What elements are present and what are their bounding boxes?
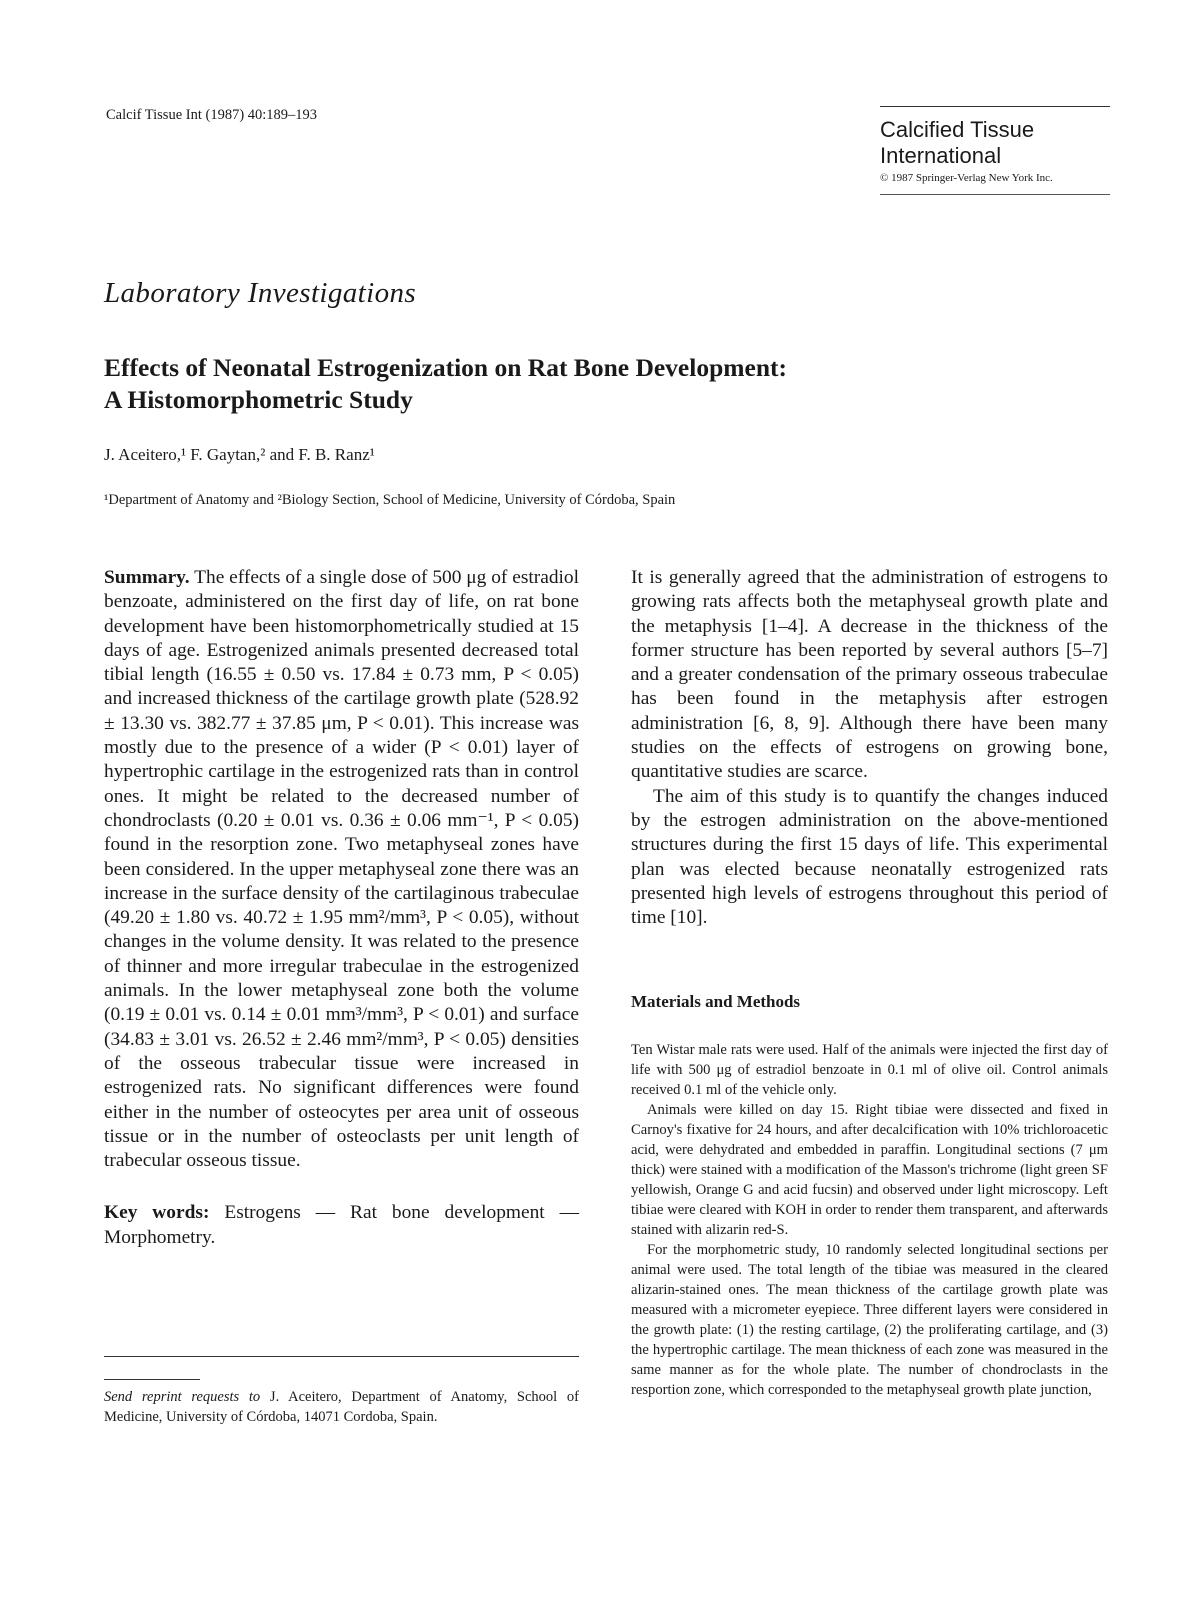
section-label: Laboratory Investigations <box>104 277 417 309</box>
journal-masthead <box>880 106 1110 195</box>
paper-title <box>104 352 1104 416</box>
methods-paragraph-1: Ten Wistar male rats were used. Half of the animals were injected the first day of life with 500 μg of estradiol benzoate in 0.1 ml of olive oil. Control animals received 0.1 ml of the vehicle only. <box>631 1042 1108 1098</box>
masthead-rule-bottom <box>880 194 1110 195</box>
masthead-rule-top <box>880 106 1110 107</box>
methods-heading: Materials and Methods <box>631 992 801 1011</box>
journal-name-line2: International <box>880 143 1002 168</box>
keywords-text: Estrogens — Rat bone development — Morphometry. <box>104 1202 579 1248</box>
summary-heading: Summary. <box>104 567 190 588</box>
left-column <box>104 566 579 1250</box>
authors: J. Aceitero,¹ F. Gaytan,² and F. B. Ranz¹ <box>104 445 375 464</box>
methods-paragraph-2: Animals were killed on day 15. Right tibiae were dissected and fixed in Carnoy's fixative for 24 hours, and after decalcification with 10% trichloroacetic acid, were dehydrated and embedded in paraffin. Longitudinal sections (7 μm thick) were stained with a modification of the Masson's trichrome (light green SF yellowish, Orange G and acid fucsin) and observed under light microscopy. Left tibiae were cleared with KOH in order to render them transparent, and afterwards stained with alizarin red-S. <box>631 1102 1108 1238</box>
keywords-paragraph <box>104 1201 579 1250</box>
paper-title-line1: Effects of Neonatal Estrogenization on Rat Bone Development: <box>104 353 787 382</box>
right-column <box>631 566 1108 930</box>
methods-body <box>631 1040 1108 1400</box>
journal-citation: Calcif Tissue Int (1987) 40:189–193 <box>106 107 318 123</box>
methods-paragraph-3: For the morphometric study, 10 randomly selected longitudinal sections per animal were used. The total length of the tibiae was measured in the cleared alizarin-stained ones. The mean thickness of the cartilage growth plate was measured with a micrometer eyepiece. Three different layers were considered in the growth plate: (1) the resting cartilage, (2) the proliferating cartilage, and (3) the hypertrophic cartilage. The mean thickness of each zone was measured in the same manner as for the whole plate. The number of chondroclasts in the resportion zone, which corresponded to the metaphyseal growth plate junction, <box>631 1242 1108 1398</box>
summary-text: The effects of a single dose of 500 μg of estradiol benzoate, administered on the first day of life, on rat bone development have been histomorphometrically studied at 15 days of age. Estrogenized animals presented decreased total tibial length (16.55 ± 0.50 vs. 17.84 ± 0.73 mm, P < 0.05) and increased thickness of the cartilage growth plate (528.92 ± 13.30 vs. 382.77 ± 37.85 μm, P < 0.01). This increase was mostly due to the presence of a wider (P < 0.01) layer of hypertrophic cartilage in the estrogenized rats than in control ones. It might be related to the decreased number of chondroclasts (0.20 ± 0.01 vs. 0.36 ± 0.06 mm⁻¹, P < 0.05) found in the resorption zone. Two metaphyseal zones have been considered. In the upper metaphyseal zone there was an increase in the surface density of the cartilaginous trabeculae (49.20 ± 1.80 vs. 40.72 ± 1.95 mm²/mm³, P < 0.05), without changes in the volume density. It was related to the presence of thinner and more irregular trabeculae in the estrogenized animals. In the lower metaphyseal zone both the volume (0.19 ± 0.01 vs. 0.14 ± 0.01 mm³/mm³, P < 0.01) and surface (34.83 ± 3.01 vs. 26.52 ± 2.46 mm²/mm³, P < 0.05) densities of the osseous trabecular tissue were increased in estrogenized rats. No significant differences were found either in the number of osteocytes per area unit of osseous tissue or in the number of osteoclasts per unit length of trabecular osseous tissue. <box>104 567 579 1172</box>
affiliation: ¹Department of Anatomy and ²Biology Section, School of Medicine, University of Córdoba, Spain <box>104 492 676 508</box>
paper-title-line2: A Histomorphometric Study <box>104 385 413 414</box>
intro-paragraph-1: It is generally agreed that the administration of estrogens to growing rats affects both the metaphyseal growth plate and the metaphysis [1–4]. A decrease in the thickness of the former structure has been reported by several authors [5–7] and a greater condensation of the primary osseous trabeculae has been found in the metaphysis after estrogen administration [6, 8, 9]. Although there have been many studies on the effects of estrogens on growing bone, quantitative studies are scarce. <box>631 567 1108 783</box>
reprint-footnote <box>104 1388 579 1427</box>
intro-paragraph-2: The aim of this study is to quantify the changes induced by the estrogen administration on the above-mentioned structures during the first 15 days of life. This experimental plan was elected because neonatally estrogenized rats presented high levels of estrogens throughout this period of time [10]. <box>631 785 1108 929</box>
journal-name-line1: Calcified Tissue <box>880 117 1035 142</box>
summary-paragraph <box>104 566 579 1173</box>
copyright-notice: © 1987 Springer-Verlag New York Inc. <box>880 172 1053 184</box>
footnote-divider <box>104 1356 579 1357</box>
footnote-lead: Send reprint requests to <box>104 1389 261 1405</box>
keywords-heading: Key words: <box>104 1202 210 1224</box>
footnote-rule <box>104 1379 200 1380</box>
footnote-text: J. Aceitero, Department of Anatomy, School of Medicine, University of Córdoba, 14071 Cordoba, Spain. <box>104 1389 580 1425</box>
